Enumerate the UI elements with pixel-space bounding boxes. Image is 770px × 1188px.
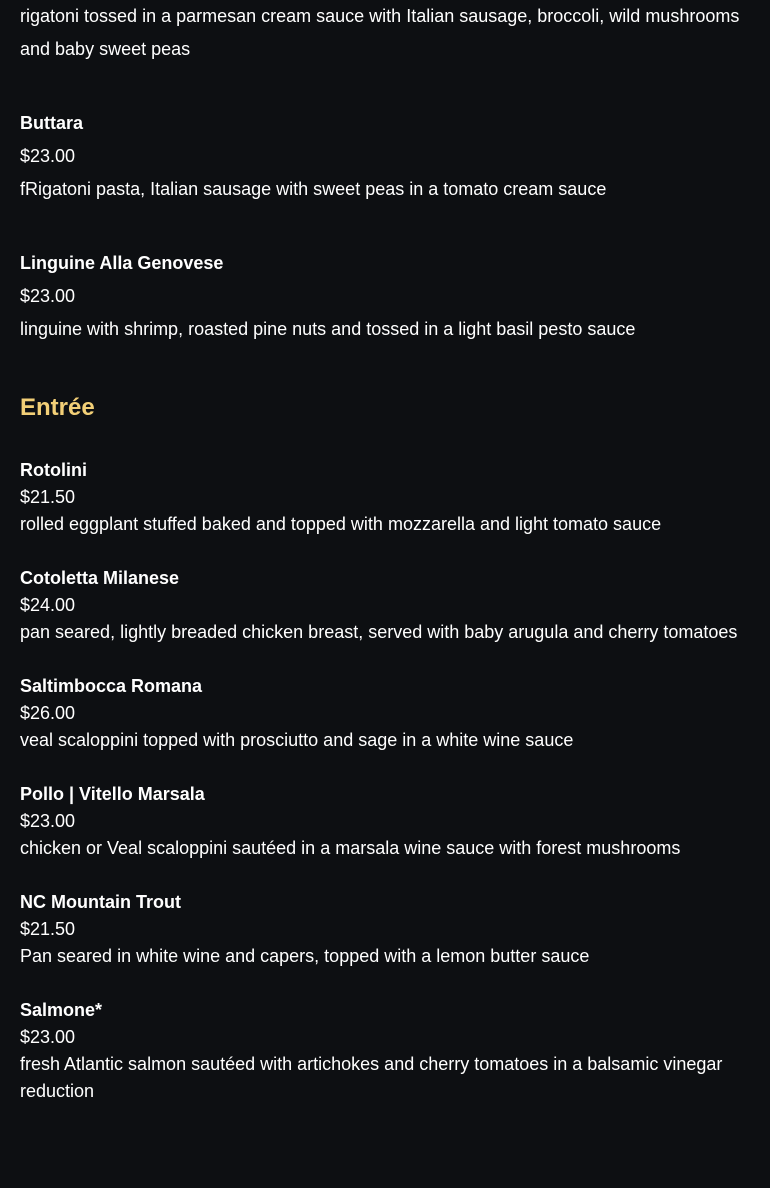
menu-item-price: $26.00 <box>20 703 76 723</box>
menu-item-price: $24.00 <box>20 595 76 615</box>
menu-item-name: Cotoletta Milanese <box>20 568 180 588</box>
menu-item-name: Buttara <box>20 113 84 133</box>
menu-item-saltimbocca-romana <box>20 673 760 754</box>
menu-item-nc-mountain-trout <box>20 889 760 970</box>
menu-item-price: $21.50 <box>20 919 76 939</box>
menu-item-cotoletta-milanese <box>20 565 760 646</box>
menu-item-price: $23.00 <box>20 811 76 831</box>
menu-item-salmone <box>20 997 760 1105</box>
menu-item-price: $23.00 <box>20 286 76 306</box>
menu-content <box>20 0 760 1101</box>
menu-item-description: rolled eggplant stuffed baked and topped with mozzarella and light tomato sauce <box>20 514 662 534</box>
menu-item-description: veal scaloppini topped with prosciutto and sage in a white wine sauce <box>20 730 574 750</box>
menu-item-name: Salmone* <box>20 1000 103 1020</box>
menu-item-rotolini <box>20 457 760 538</box>
menu-item-name: Rotolini <box>20 460 87 480</box>
entree-list <box>20 457 760 1132</box>
menu-item-buttara <box>20 107 760 206</box>
menu-item-pollo-vitello-marsala <box>20 781 760 862</box>
menu-item-description: chicken or Veal scaloppini sautéed in a marsala wine sauce with forest mushrooms <box>20 838 681 858</box>
menu-item-description: fRigatoni pasta, Italian sausage with sweet peas in a tomato cream sauce <box>20 179 607 199</box>
menu-item-description: pan seared, lightly breaded chicken breast, served with baby arugula and cherry tomatoes <box>20 622 738 642</box>
menu-item-name: Pollo | Vitello Marsala <box>20 784 205 804</box>
menu-item-name: NC Mountain Trout <box>20 892 181 912</box>
section-title-entree: Entrée <box>20 394 95 421</box>
menu-item-description: Pan seared in white wine and capers, topped with a lemon butter sauce <box>20 946 590 966</box>
menu-item-price: $23.00 <box>20 1027 76 1047</box>
menu-item-price: $21.50 <box>20 487 76 507</box>
pasta-item-partial <box>20 0 760 66</box>
menu-item-description: linguine with shrimp, roasted pine nuts and tossed in a light basil pesto sauce <box>20 319 636 339</box>
menu-item-description: rigatoni tossed in a parmesan cream sauce with Italian sausage, broccoli, wild mushrooms and baby sweet peas <box>20 6 740 59</box>
menu-item-price: $23.00 <box>20 146 76 166</box>
menu-item-description: fresh Atlantic salmon sautéed with artichokes and cherry tomatoes in a balsamic vinegar reduction <box>20 1054 723 1101</box>
menu-item-linguine-alla-genovese <box>20 247 760 346</box>
menu-item-name: Linguine Alla Genovese <box>20 253 224 273</box>
menu-item-name: Saltimbocca Romana <box>20 676 203 696</box>
